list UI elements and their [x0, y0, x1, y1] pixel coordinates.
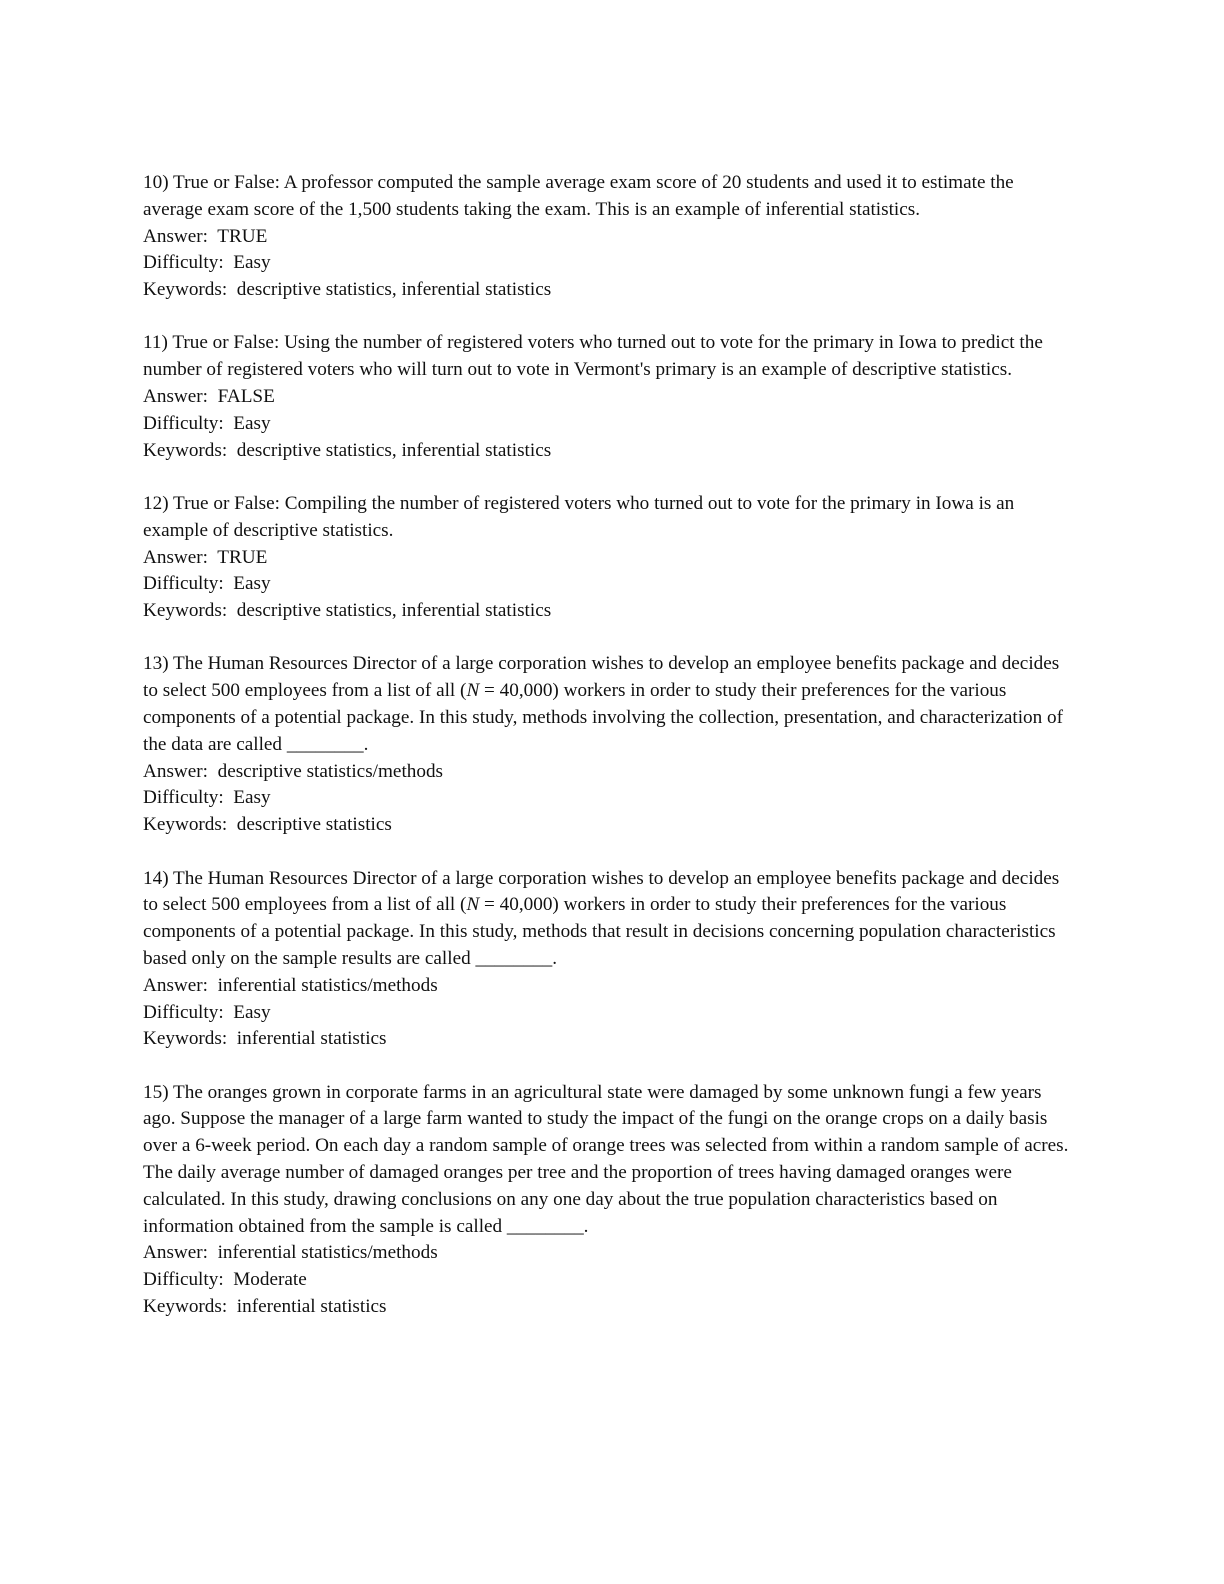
question-text: 12) True or False: Compiling the number of registered voters who turned out to vote for the primary in Iowa is an example of descriptive statistics. — [143, 492, 1015, 541]
keywords-line: Keywords: descriptive statistics — [143, 814, 392, 836]
question-14 — [143, 866, 1078, 1054]
question-text: 10) True or False: A professor computed the sample average exam score of 20 students and used it to estimate the average exam score of the 1,500 students taking the exam. This is an example of inferential statistics. — [143, 172, 1014, 220]
difficulty-line: Difficulty: Easy — [143, 573, 271, 595]
difficulty-line: Difficulty: Easy — [143, 252, 271, 274]
keywords-line: Keywords: inferential statistics — [143, 1028, 387, 1050]
answer-line: Answer: FALSE — [143, 386, 275, 408]
question-12 — [143, 491, 1078, 625]
question-text-part: 14) The Human Resources Director of a large corporation wishes to develop an employee benefits package and decides to select 500 employees from a list of all ( — [143, 867, 1060, 916]
keywords-line: Keywords: descriptive statistics, inferential statistics — [143, 439, 552, 461]
difficulty-line: Difficulty: Easy — [143, 412, 271, 434]
question-13 — [143, 651, 1078, 839]
answer-line: Answer: TRUE — [143, 546, 268, 568]
difficulty-line: Difficulty: Moderate — [143, 1269, 307, 1291]
keywords-line: Keywords: descriptive statistics, inferential statistics — [143, 279, 552, 301]
population-size-symbol: N — [466, 680, 480, 702]
question-text: 11) True or False: Using the number of registered voters who turned out to vote for the primary in Iowa to predict the number of registered voters who will turn out to vote in Vermont's primary is an example of descriptive statistics. — [143, 332, 1043, 381]
question-text-part: 13) The Human Resources Director of a large corporation wishes to develop an employee benefits package and decides to select 500 employees from a list of all ( — [143, 653, 1060, 702]
question-text-part: = 40,000) workers in order to study their preferences for the various components of a potential package. In this study, methods that result in decisions concerning population characteristics based only on the sample results are called ________. — [143, 894, 1056, 969]
answer-line: Answer: TRUE — [143, 225, 268, 247]
question-10 — [143, 170, 1078, 304]
answer-line: Answer: descriptive statistics/methods — [143, 760, 444, 782]
population-size-symbol: N — [466, 894, 480, 916]
answer-line: Answer: inferential statistics/methods — [143, 1242, 438, 1264]
answer-line: Answer: inferential statistics/methods — [143, 974, 438, 996]
document-page — [143, 170, 1078, 1321]
difficulty-line: Difficulty: Easy — [143, 1001, 271, 1023]
question-11 — [143, 330, 1078, 464]
question-15 — [143, 1080, 1078, 1321]
difficulty-line: Difficulty: Easy — [143, 787, 271, 809]
question-text-part: = 40,000) workers in order to study their preferences for the various components of a potential package. In this study, methods involving the collection, presentation, and characterization of the data are called ________. — [143, 680, 1064, 755]
keywords-line: Keywords: descriptive statistics, inferential statistics — [143, 600, 552, 622]
question-text — [143, 651, 1078, 758]
question-text: 15) The oranges grown in corporate farms in an agricultural state were damaged by some unknown fungi a few years ago. Suppose the manager of a large farm wanted to study the impact of the fungi on the orange crops on a daily basis over a 6-week period. On each day a random sample of orange trees was selected from within a random sample of acres. The daily average number of damaged oranges per tree and the proportion of trees having damaged oranges were calculated. In this study, drawing conclusions on any one day about the true population characteristics based on information obtained from the sample is called ________. — [143, 1081, 1069, 1237]
keywords-line: Keywords: inferential statistics — [143, 1295, 387, 1317]
question-text — [143, 866, 1078, 973]
